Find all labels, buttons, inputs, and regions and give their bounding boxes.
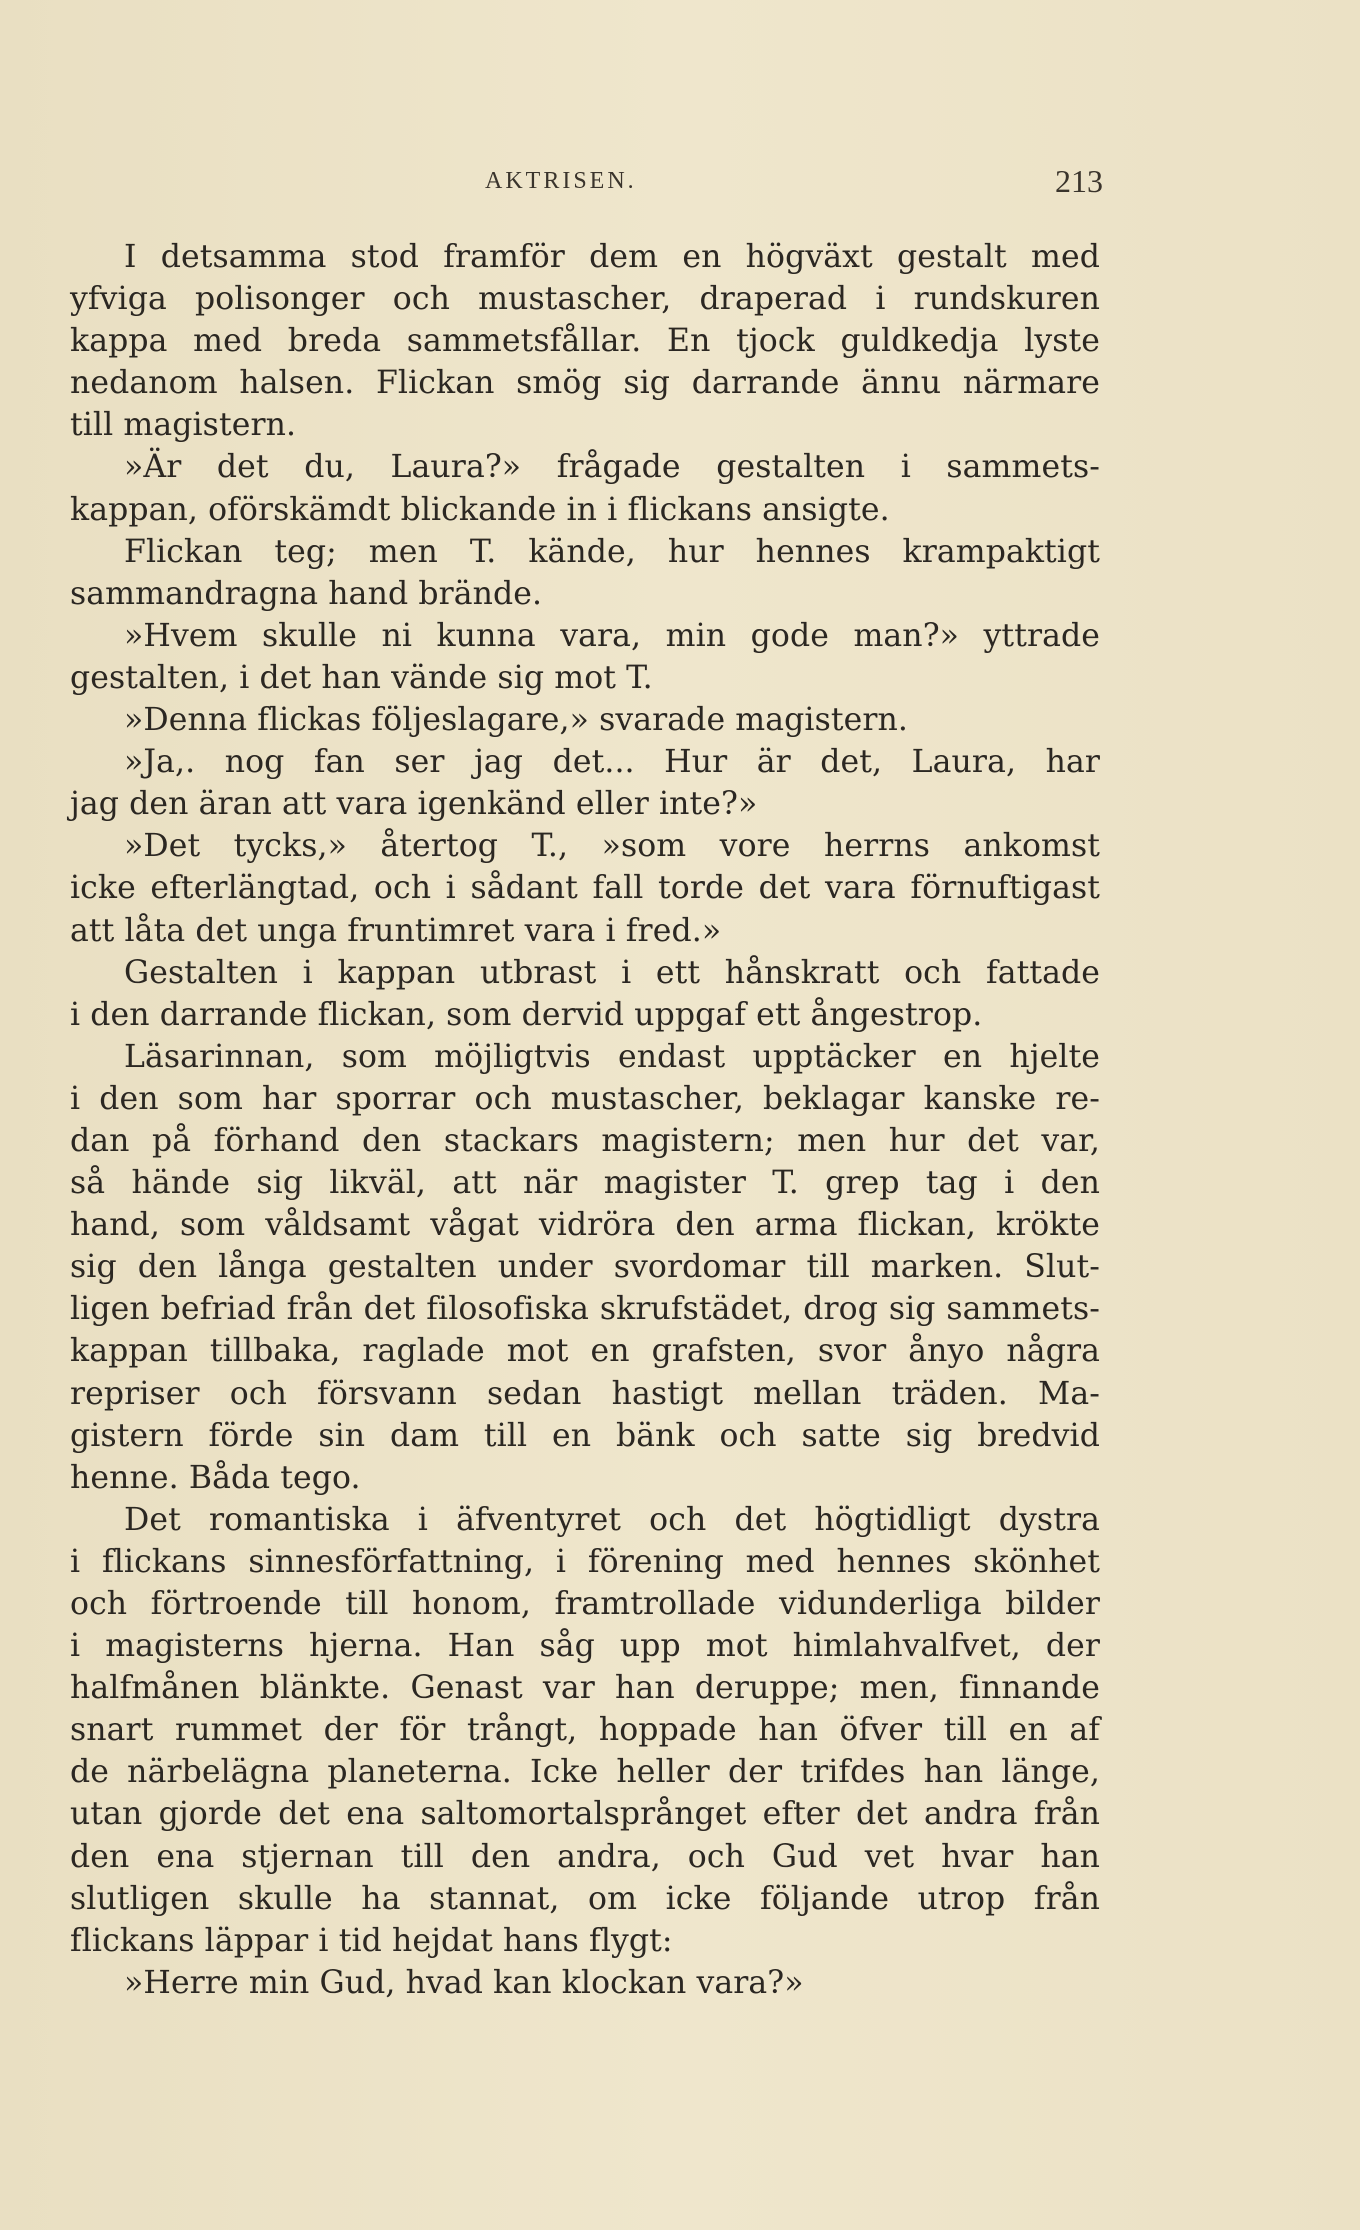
text-line: gestalten, i det han vände sig mot T. xyxy=(70,659,653,696)
running-head: AKTRISEN. xyxy=(485,168,637,194)
text-line: sammandragna hand brände. xyxy=(70,575,543,612)
text-line: repriser och försvann sedan hastigt mellan träden. Ma- xyxy=(70,1375,1100,1412)
text-line: Flickan teg; men T. kände, hur hennes krampaktigt xyxy=(124,533,1100,570)
text-line: yfviga polisonger och mustascher, draperad i rundskuren xyxy=(70,281,1100,318)
text-line: snart rummet der för trångt, hoppade han öfver till en af xyxy=(70,1712,1100,1749)
page-header xyxy=(0,163,1360,208)
text-line: Gestalten i kappan utbrast i ett hånskratt och fattade xyxy=(124,954,1100,991)
text-line: ligen befriad från det filosofiska skrufstädet, drog sig sammets- xyxy=(70,1291,1100,1328)
text-line: den ena stjernan till den andra, och Gud vet hvar han xyxy=(70,1838,1100,1875)
text-line: »Det tycks,» återtog T., »som vore herrns ankomst xyxy=(124,828,1100,865)
text-line: »Herre min Gud, hvad kan klockan vara?» xyxy=(124,1964,804,2001)
page-number: 213 xyxy=(1055,163,1103,199)
text-line: »Denna flickas följeslagare,» svarade magistern. xyxy=(124,702,909,739)
text-line: utan gjorde det ena saltomortalsprånget efter det andra från xyxy=(70,1796,1100,1833)
text-line: flickans läppar i tid hejdat hans flygt: xyxy=(70,1922,673,1959)
text-line: kappan, oförskämdt blickande in i flickans ansigte. xyxy=(70,491,890,528)
text-line: Det romantiska i äfventyret och det högtidligt dystra xyxy=(124,1501,1100,1538)
text-line: i den som har sporrar och mustascher, beklagar kanske re- xyxy=(70,1080,1100,1117)
text-line: kappa med breda sammetsfållar. En tjock guldkedja lyste xyxy=(70,323,1100,360)
text-line: »Är det du, Laura?» frågade gestalten i sammets- xyxy=(124,449,1100,486)
text-line: jag den äran att vara igenkänd eller inte?» xyxy=(70,786,758,823)
text-line: att låta det unga fruntimret vara i fred.» xyxy=(70,912,722,949)
text-line: nedanom halsen. Flickan smög sig darrande ännu närmare xyxy=(70,365,1100,402)
text-line: i flickans sinnesförfattning, i förening med hennes skönhet xyxy=(70,1543,1100,1580)
text-line: till magistern. xyxy=(70,407,297,444)
text-line: »Hvem skulle ni kunna vara, min gode man?» yttrade xyxy=(124,617,1100,654)
body-text xyxy=(70,236,1100,2004)
text-line: gistern förde sin dam till en bänk och satte sig bredvid xyxy=(70,1417,1100,1454)
text-line: henne. Båda tego. xyxy=(70,1459,361,1496)
text-line: de närbelägna planeterna. Icke heller der trifdes han länge, xyxy=(70,1754,1100,1791)
text-line: hand, som våldsamt vågat vidröra den arma flickan, krökte xyxy=(70,1207,1100,1244)
text-line: »Ja,. nog fan ser jag det... Hur är det, Laura, har xyxy=(124,744,1100,781)
text-line: sig den långa gestalten under svordomar till marken. Slut- xyxy=(70,1249,1100,1286)
text-line: I detsamma stod framför dem en högväxt gestalt med xyxy=(124,239,1100,275)
text-line: icke efterlängtad, och i sådant fall torde det vara förnuftigast xyxy=(70,870,1100,907)
text-line: i magisterns hjerna. Han såg upp mot himlahvalfvet, der xyxy=(70,1628,1100,1665)
text-line: och förtroende till honom, framtrollade vidunderliga bilder xyxy=(70,1586,1100,1622)
text-line: dan på förhand den stackars magistern; men hur det var, xyxy=(70,1122,1100,1159)
text-line: i den darrande flickan, som dervid uppgaf ett ångestrop. xyxy=(70,996,983,1033)
text-line: halfmånen blänkte. Genast var han deruppe; men, finnande xyxy=(70,1670,1100,1707)
text-line: kappan tillbaka, raglade mot en grafsten, svor ånyo några xyxy=(70,1333,1100,1370)
text-line: Läsarinnan, som möjligtvis endast upptäcker en hjelte xyxy=(124,1038,1100,1075)
text-line: slutligen skulle ha stannat, om icke följande utrop från xyxy=(70,1880,1100,1917)
text-line: så hände sig likväl, att när magister T. grep tag i den xyxy=(70,1165,1100,1202)
